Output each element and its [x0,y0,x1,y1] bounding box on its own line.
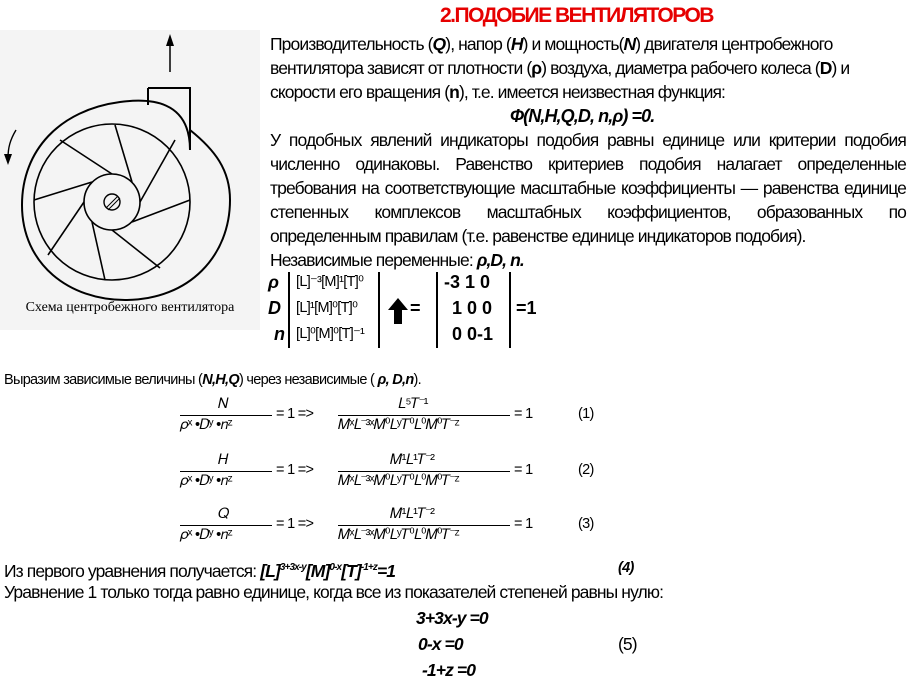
page-title: 2.ПОДОБИЕ ВЕНТИЛЯТОРОВ [440,4,713,27]
figure-caption: Схема центробежного вентилятора [25,300,235,315]
equation-3 [180,506,620,548]
centrifugal-fan-drawing [0,30,260,330]
eq2-rhs: = 1 [514,462,533,478]
matrix-var-rho: ρ [268,272,279,292]
matrix-row-n: 0 0-1 [452,324,494,344]
eq2-number: (2) [578,462,594,478]
eq2-lhs-den: 𝜌ˣ •𝐷ʸ •𝑛ᶻ [180,473,233,489]
matrix-row-rho: -3 1 0 [444,272,491,292]
eq3-lhs-den: 𝜌ˣ •𝐷ʸ •𝑛ᶻ [180,527,233,543]
matrix-var-d: D [268,298,281,318]
first-eq-line: Из первого уравнения получается: $[L]^{3+3x-y}[M]^{0-x}[T]^{-1+z}=1$ [4,560,396,581]
matrix-dims-n: [L]⁰[M]⁰[T]⁻¹ [296,326,365,342]
eq3-lhs-num: 𝑄 [218,506,229,522]
eq3-rhs-num: 𝑀¹𝐿¹𝑇⁻² [390,506,435,522]
eq1-lhs-num: 𝑁 [218,396,228,412]
paragraph-line-5: определенным правилам (т.е. равенстве единице индикаторов подобия). [270,226,806,246]
eq1-lhs-den: 𝜌ˣ •𝐷ʸ •𝑛ᶻ [180,417,233,433]
intro-line-2: вентилятора зависят от плотности (ρ) воздуха, диаметра рабочего колеса (D) и [270,58,850,78]
eq3-number: (3) [578,516,594,532]
equation-2 [180,452,620,494]
system-eq-1: 3+3x-y =0 [416,608,488,628]
independent-variables: Независимые переменные: ρ,D, n. [270,250,524,270]
eq2-mid: = 1 => [276,462,314,478]
eq1-rhs-num: 𝐿⁵𝑇⁻¹ [398,396,428,412]
function-equation: Ф(N,H,Q,D, n,ρ) =0. [510,106,655,126]
matrix-row-d: 1 0 0 [452,298,493,318]
eq1-number: (1) [578,406,594,422]
matrix-result: =1 [516,298,537,318]
eq3-rhs: = 1 [514,516,533,532]
equation-1 [180,396,620,438]
eq2-rhs-den: 𝑀ˣ𝐿⁻³ˣ𝑀⁰𝐿ʸ𝑇⁰𝐿⁰𝑀⁰𝑇⁻ᶻ [338,473,459,489]
intro-line-1: Производительность (Q), напор (H) и мощность(N) двигателя центробежного [270,34,833,54]
delta-equals: = [410,298,421,318]
eq1-rhs-den: 𝑀ˣ𝐿⁻³ˣ𝑀⁰𝐿ʸ𝑇⁰𝐿⁰𝑀⁰𝑇⁻ᶻ [338,417,459,433]
paragraph-line-1: У подобных явлений индикаторы подобия равны единице или критерии подобия [270,130,906,150]
eq3-rhs-den: 𝑀ˣ𝐿⁻³ˣ𝑀⁰𝐿ʸ𝑇⁰𝐿⁰𝑀⁰𝑇⁻ᶻ [338,527,459,543]
paragraph-line-3: требования на соответствующие масштабные коэффициенты — равенства единице [270,178,906,198]
system-eq-2: 0-x =0 [418,634,463,654]
delta-icon [388,298,408,324]
condition-text: Уравнение 1 только тогда равно единице, когда все из показателей степеней равны нулю: [4,582,664,602]
paragraph-line-2: численно одинаковы. Равенство критериев подобия налагает определенные [270,154,906,174]
matrix-dims-rho: [L]⁻³[M]¹[T]⁰ [296,274,364,290]
eq1-mid: = 1 => [276,406,314,422]
fan-diagram [0,30,260,330]
dimension-matrix [268,272,568,352]
first-eq-L: [L] [260,560,280,581]
eq1-rhs: = 1 [514,406,533,422]
matrix-var-n: n [274,324,285,344]
eq2-lhs-num: 𝐻 [218,452,228,468]
intro-line-3: скорости его вращения (n), т.е. имеется неизвестная функция: [270,82,726,102]
matrix-dims-d: [L]¹[M]⁰[T]⁰ [296,300,358,316]
system-number: (5) [618,634,637,654]
express-line: Выразим зависимые величины (N,H,Q) через независимые ( ρ, D,n). [4,372,421,388]
paragraph-line-4: степенных комплексов масштабных коэффициентов, образованных по [270,202,906,222]
first-eq-number: (4) [618,560,634,576]
system-eq-3: -1+z =0 [422,660,476,680]
eq2-rhs-num: 𝑀¹𝐿¹𝑇⁻² [390,452,435,468]
eq3-mid: = 1 => [276,516,314,532]
